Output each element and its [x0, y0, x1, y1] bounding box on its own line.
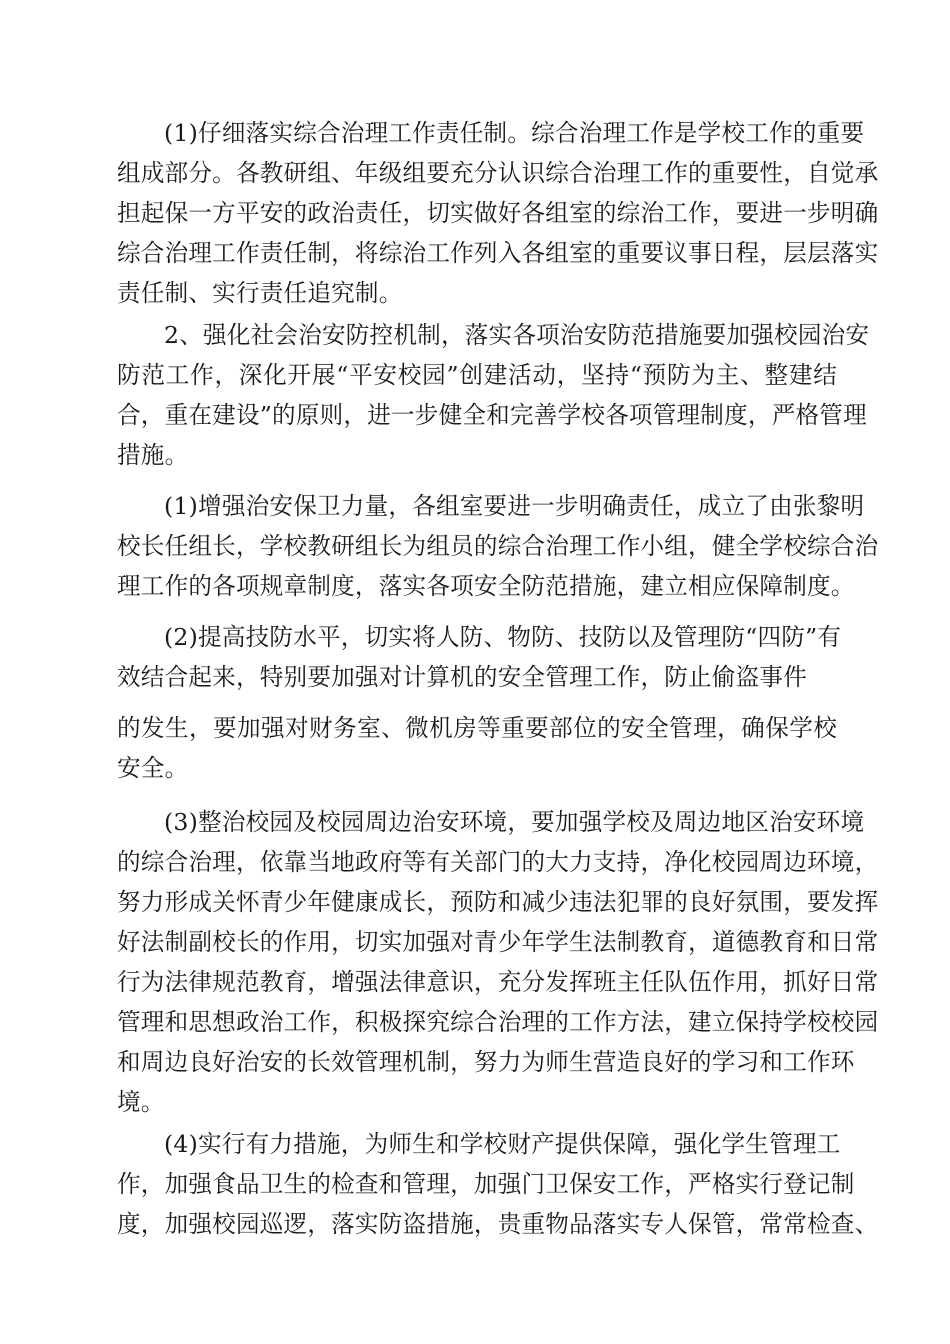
text-line: 境。	[117, 1088, 165, 1116]
paragraph-technical-defense	[117, 617, 842, 697]
text-line: 行为法律规范教育，增强法律意识，充分发挥班主任队伍作用，抓好日常	[117, 968, 879, 996]
text-line: 管理和思想政治工作，积极探究综合治理的工作方法，建立保持学校校园	[117, 1008, 879, 1036]
text-line: 校长任组长，学校教研组长为组员的综合治理工作小组，健全学校综合治	[117, 532, 879, 560]
text-line: (1)仔细落实综合治理工作责任制。综合治理工作是学校工作的重要	[164, 119, 865, 147]
text-line: 效结合起来，特别要加强对计算机的安全管理工作，防止偷盗事件	[117, 663, 808, 691]
text-line: 安全。	[117, 754, 189, 782]
text-line: 责任制、实行责任追究制。	[117, 279, 403, 307]
text-line: 综合治理工作责任制，将综治工作列入各组室的重要议事日程，层层落实	[117, 239, 879, 267]
paragraph-responsibility-system	[117, 113, 879, 313]
text-line: 组成部分。各教研组、年级组要充分认识综合治理工作的重要性，自觉承	[117, 159, 879, 187]
paragraph-campus-environment	[117, 802, 879, 1122]
paragraph-key-locations	[117, 708, 837, 788]
text-line: (3)整治校园及校园周边治安环境，要加强学校及周边地区治安环境	[164, 808, 865, 836]
text-line: 担起保一方平安的政治责任，切实做好各组室的综治工作，要进一步明确	[117, 199, 879, 227]
text-line: (4)实行有力措施，为师生和学校财产提供保障，强化学生管理工	[164, 1130, 841, 1158]
text-line: 和周边良好治安的长效管理机制，努力为师生营造良好的学习和工作环	[117, 1048, 855, 1076]
paragraph-security-forces	[117, 486, 879, 606]
text-line: 努力形成关怀青少年健康成长，预防和减少违法犯罪的良好氛围，要发挥	[117, 888, 879, 916]
text-line: 防范工作，深化开展“平安校园”创建活动，坚持“预防为主、整建结	[117, 361, 837, 389]
text-line: 合，重在建设”的原则，进一步健全和完善学校各项管理制度，严格管理	[117, 401, 867, 429]
text-line: 好法制副校长的作用，切实加强对青少年学生法制教育，道德教育和日常	[117, 928, 879, 956]
text-line: (1)增强治安保卫力量，各组室要进一步明确责任，成立了由张黎明	[164, 492, 865, 520]
paragraph-protective-measures	[117, 1124, 879, 1244]
text-line: (2)提高技防水平，切实将人防、物防、技防以及管理防“四防”有	[164, 623, 842, 651]
text-line: 理工作的各项规章制度，落实各项安全防范措施，建立相应保障制度。	[117, 572, 855, 600]
text-line: 2、强化社会治安防控机制，落实各项治安防范措施要加强校园治安	[164, 321, 870, 349]
text-line: 的综合治理，依靠当地政府等有关部门的大力支持，净化校园周边环境，	[117, 848, 879, 876]
paragraph-public-security-control	[117, 315, 870, 475]
text-line: 的发生，要加强对财务室、微机房等重要部位的安全管理，确保学校	[117, 714, 837, 742]
text-line: 措施。	[117, 441, 189, 469]
text-line: 作，加强食品卫生的检查和管理，加强门卫保安工作，严格实行登记制	[117, 1170, 855, 1198]
text-line: 度，加强校园巡逻，落实防盗措施，贵重物品落实专人保管，常常检查、	[117, 1210, 879, 1238]
